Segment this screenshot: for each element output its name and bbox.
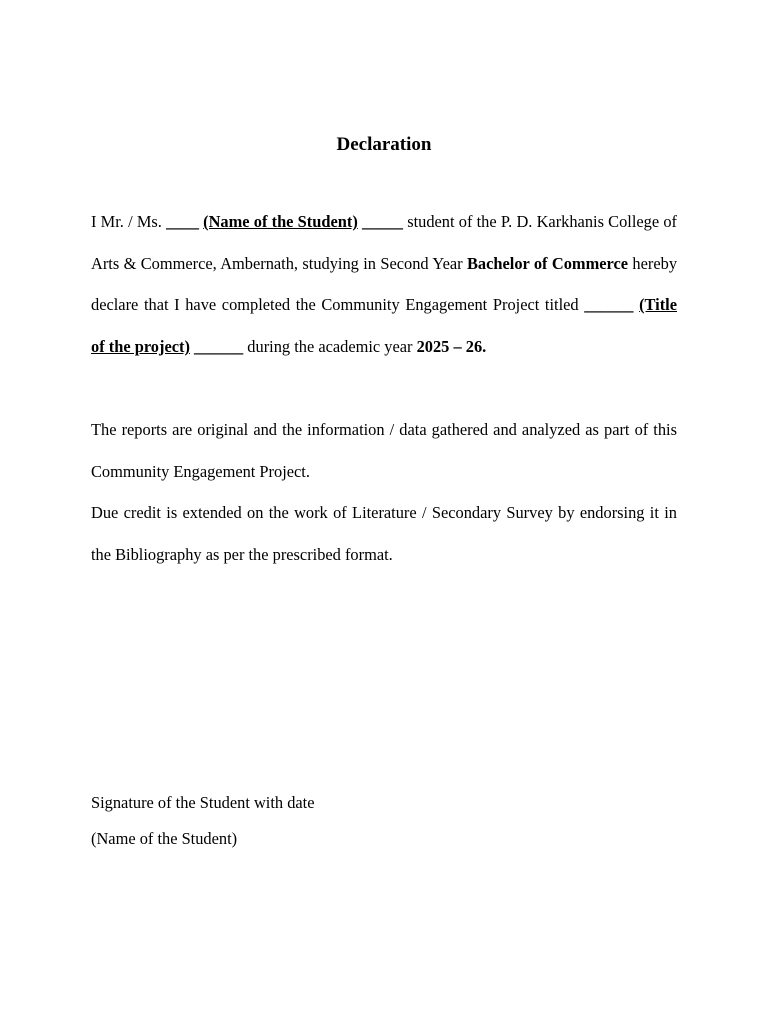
originality-paragraph: The reports are original and the information / data gathered and analyzed as part of this Community Engagement Project. [91,420,677,481]
name-blank-after: _____ [362,212,403,231]
project-blank-before: ______ [584,295,634,315]
degree-name: Bachelor of Commerce [466,253,629,273]
declaration-text-4: during the academic year [243,337,417,357]
student-name-placeholder: (Name of the Student) [203,212,358,231]
student-name-line: (Name of the Student) [91,829,238,848]
declaration-text-3: hereby declare that I have completed the Community Engagement Project titled [91,253,678,315]
declaration-text-2: student of the P. D. Karkhanis College of Arts & Commerce, Ambernath, studying in Second Year [91,212,677,273]
credit-paragraph: Due credit is extended on the work of Literature / Secondary Survey by endorsing it in the Bibliography as per the prescribed format. [91,503,677,564]
declaration-paragraph [91,201,677,368]
declaration-text-1: I Mr. / Ms. [91,212,167,231]
academic-year: 2025 – 26. [416,337,487,357]
project-title-placeholder: (Title of the project) [91,295,677,357]
page-title: Declaration [336,134,432,155]
name-blank-before: ____ [166,212,199,231]
project-blank-after: ______ [194,337,244,357]
signature-line: Signature of the Student with date [91,793,315,812]
